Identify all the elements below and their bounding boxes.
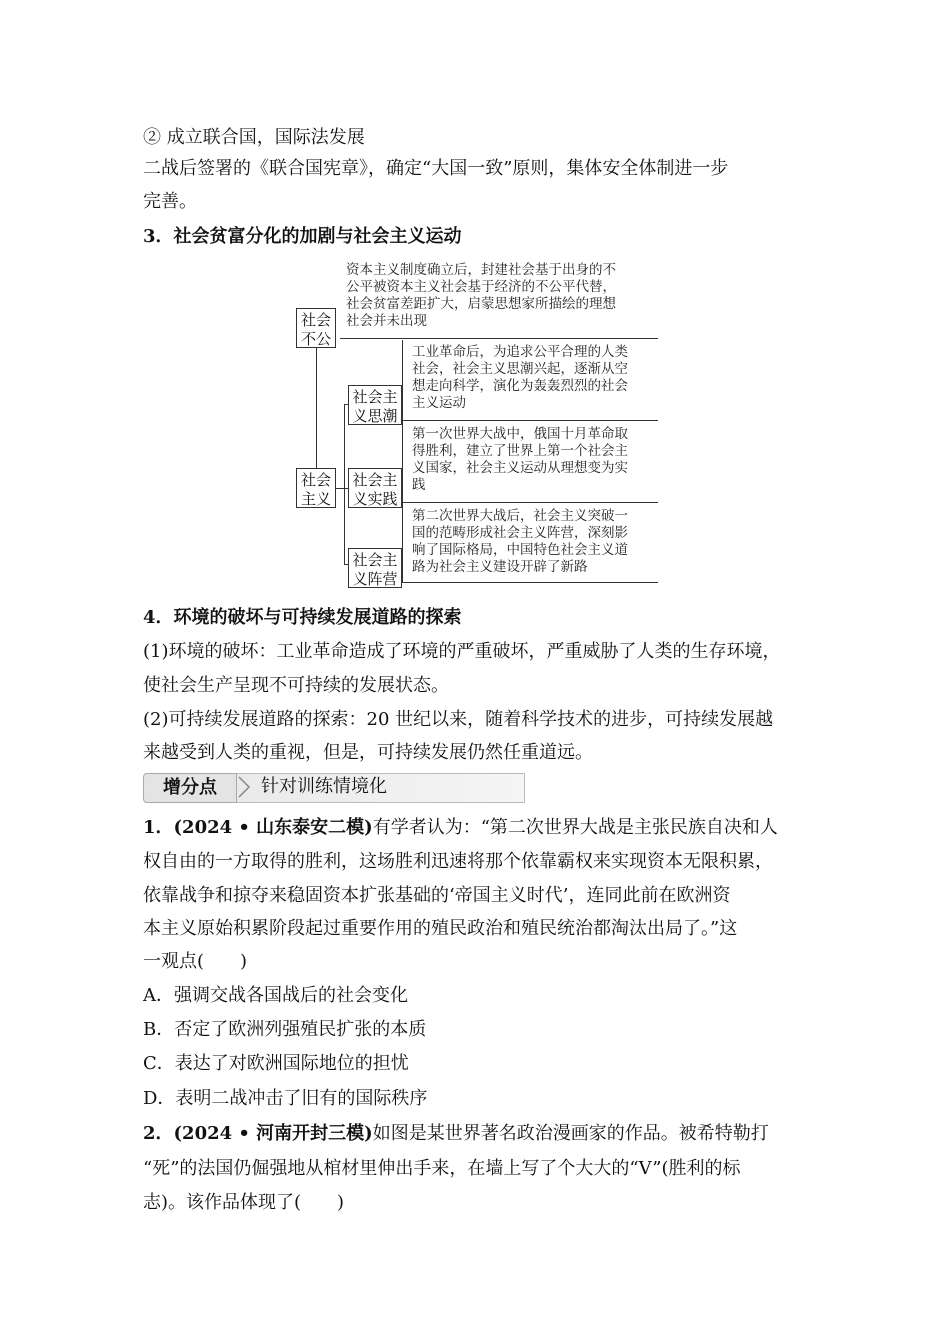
q2-line1 bbox=[143, 1122, 769, 1146]
q1-option-d[interactable]: D．表明二战冲击了旧有的国际秩序 bbox=[143, 1088, 428, 1109]
connector-line bbox=[340, 338, 658, 339]
node-socialist-thought: 社会主 义思潮 bbox=[348, 385, 402, 425]
connector-line bbox=[402, 420, 403, 502]
desc-injustice: 资本主义制度确立后，封建社会基于出身的不 公平被资本主义社会基于经济的不公平代替， 社会贫富差距扩大，启蒙思想家所描绘的理想 社会并未出现 bbox=[346, 262, 616, 329]
section3-heading: 3．社会贫富分化的加剧与社会主义运动 bbox=[143, 226, 462, 247]
section2-heading: ② 成立联合国，国际法发展 bbox=[143, 127, 365, 148]
q1-text: 有学者认为：“第二次世界大战是主张民族自决和人 bbox=[372, 817, 778, 838]
banner-label: 针对训练情境化 bbox=[261, 776, 387, 797]
q1-line2: 权自由的一方取得的胜利，这场胜利迅速将那个依靠霸权来实现资本无限积累， bbox=[143, 851, 773, 872]
connector-line bbox=[402, 420, 658, 421]
q2-line3: 志)。该作品体现了( ) bbox=[143, 1192, 345, 1213]
desc-socialist-thought: 工业革命后，为追求公平合理的人类 社会，社会主义思潮兴起，逐渐从空 想走向科学，演化为轰轰烈烈的社会 主义运动 bbox=[412, 344, 628, 411]
node-socialist-camp: 社会主 义阵营 bbox=[348, 548, 402, 588]
desc-socialist-practice: 第一次世界大战中，俄国十月革命取 得胜利，建立了世界上第一个社会主 义国家，社会主义运动从理想变为实 践 bbox=[412, 426, 628, 493]
socialism-mind-map bbox=[290, 256, 670, 592]
section2-text-line2: 完善。 bbox=[143, 191, 197, 212]
connector-line bbox=[402, 502, 658, 503]
q1-line4: 本主义原始积累阶段起过重要作用的殖民政治和殖民统治都淘汰出局了。”这 bbox=[143, 918, 738, 939]
desc-socialist-camp: 第二次世界大战后，社会主义突破一 国的范畴形成社会主义阵营，深刻影 响了国际格局，中国特色社会主义道 路为社会主义建设开辟了新路 bbox=[412, 508, 628, 575]
section4-p2-line2: 来越受到人类的重视，但是，可持续发展仍然任重道远。 bbox=[143, 742, 593, 763]
connector-line bbox=[316, 348, 317, 468]
q1-line1 bbox=[143, 816, 778, 840]
q1-source: 1．(2024 • 山东泰安二模) bbox=[143, 817, 373, 838]
connector-line bbox=[402, 582, 658, 583]
connector-line bbox=[402, 502, 403, 582]
q1-option-b[interactable]: B．否定了欧洲列强殖民扩张的本质 bbox=[143, 1019, 427, 1040]
node-social-injustice: 社会 不公 bbox=[296, 308, 336, 348]
practice-banner bbox=[143, 773, 525, 803]
q2-source: 2．(2024 • 河南开封三模) bbox=[143, 1123, 373, 1144]
node-socialist-practice: 社会主 义实践 bbox=[348, 468, 402, 508]
connector-line bbox=[402, 340, 403, 420]
chevron-right-icon bbox=[235, 775, 259, 799]
section4-p1-line1: (1)环境的破坏：工业革命造成了环境的严重破坏，严重威胁了人类的生存环境， bbox=[143, 641, 781, 662]
q2-text: 如图是某世界著名政治漫画家的作品。被希特勒打 bbox=[372, 1123, 769, 1144]
q2-line2: “死”的法国仍倔强地从棺材里伸出手来，在墙上写了个大大的“V”(胜利的标 bbox=[143, 1158, 741, 1179]
q1-option-a[interactable]: A．强调交战各国战后的社会变化 bbox=[143, 985, 408, 1006]
section4-heading: 4．环境的破坏与可持续发展道路的探索 bbox=[143, 607, 462, 628]
section2-text-line1: 二战后签署的《联合国宪章》，确定“大国一致”原则，集体安全体制进一步 bbox=[143, 158, 729, 179]
node-socialism: 社会 主义 bbox=[296, 468, 336, 508]
banner-tag: 增分点 bbox=[143, 773, 237, 803]
connector-line bbox=[336, 488, 344, 489]
q1-line3: 依靠战争和掠夺来稳固资本扩张基础的‘帝国主义时代’，连同此前在欧洲资 bbox=[143, 885, 731, 906]
q1-line5: 一观点( ) bbox=[143, 951, 248, 972]
section4-p2-line1: (2)可持续发展道路的探索：20 世纪以来，随着科学技术的进步，可持续发展越 bbox=[143, 709, 774, 730]
q1-option-c[interactable]: C．表达了对欧洲国际地位的担忧 bbox=[143, 1053, 409, 1074]
connector-line bbox=[344, 404, 345, 564]
section4-p1-line2: 使社会生产呈现不可持续的发展状态。 bbox=[143, 675, 449, 696]
